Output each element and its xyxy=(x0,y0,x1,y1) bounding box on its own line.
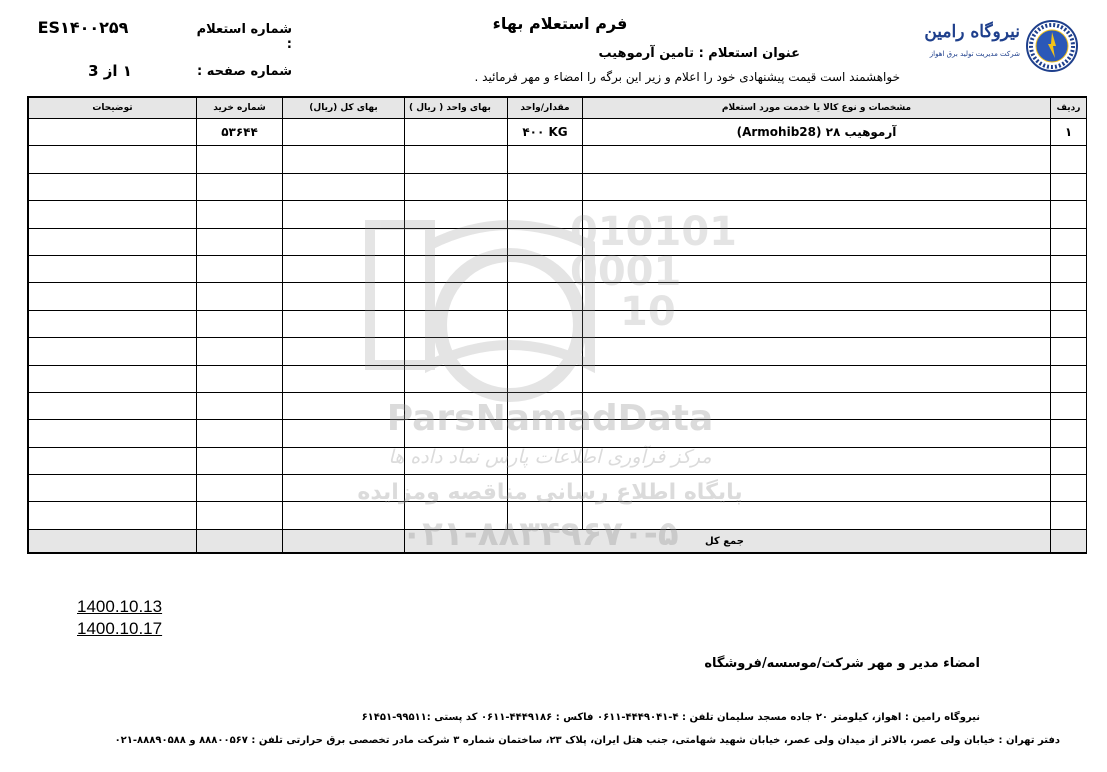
cell-row-number xyxy=(1051,173,1087,200)
cell-total-price xyxy=(283,447,405,474)
cell-total-price xyxy=(283,475,405,502)
cell-quantity xyxy=(508,392,583,419)
company-name: نیروگاه رامین xyxy=(924,22,1020,42)
cell-notes xyxy=(29,146,197,173)
company-subtitle: شرکت مدیریت تولید برق اهواز xyxy=(929,50,1020,58)
cell-description xyxy=(583,201,1051,228)
company-seal-icon xyxy=(1026,20,1078,72)
cell-unit-price xyxy=(405,119,508,146)
cell-notes xyxy=(29,255,197,282)
cell-unit-price xyxy=(405,420,508,447)
cell-purchase-number: ۵۳۶۴۴ xyxy=(197,119,283,146)
cell-purchase-number xyxy=(197,365,283,392)
cell-description xyxy=(583,255,1051,282)
cell-quantity xyxy=(508,173,583,200)
cell-total-price xyxy=(283,365,405,392)
header-row-number: ردیف xyxy=(1051,98,1087,119)
table-header-row xyxy=(29,98,1087,119)
cell-purchase-number xyxy=(197,228,283,255)
cell-purchase-number xyxy=(197,201,283,228)
cell-quantity xyxy=(508,338,583,365)
date-2: 1400.10.17 xyxy=(77,619,163,638)
total-row xyxy=(29,530,1087,553)
cell-description xyxy=(583,392,1051,419)
watermark-line-2: پایگاه اطلاع رسانی مناقصه ومزایده xyxy=(357,480,743,505)
cell-total-price xyxy=(283,338,405,365)
cell-description xyxy=(583,283,1051,310)
table-row xyxy=(29,502,1087,530)
cell-purchase-number xyxy=(197,146,283,173)
table-row xyxy=(29,173,1087,200)
cell-unit-price xyxy=(405,447,508,474)
cell-total-price xyxy=(283,392,405,419)
cell-total-price xyxy=(283,255,405,282)
cell-purchase-number xyxy=(197,392,283,419)
svg-text:10: 10 xyxy=(620,289,676,335)
header-total-price: بهای کل (ریال) xyxy=(283,98,405,119)
cell-unit-price xyxy=(405,502,508,530)
instruction-text: خواهشمند است قیمت پیشنهادی خود را اعلام و زیر این برگه را امضاء و مهر فرمائید . xyxy=(474,70,900,84)
watermark-line-1: مرکز فرآوری اطلاعات پارس نماد داده ها xyxy=(388,446,712,468)
header-quantity: مقدار/واحد xyxy=(508,98,583,119)
tehran-address: دفتر تهران : خیابان ولی عصر، بالاتر از میدان ولی عصر، خیابان شهید شهامتی، جنب هتل ایران، پلاک ۲۳، ساختمان شماره ۳ شرکت مادر تخصصی برق حرارتی تلفن : ۸۸۸۰۰۵۶۷ و ۸۸۸۹۰۵۸۸-۰۲۱ xyxy=(114,735,1060,746)
cell-notes xyxy=(29,338,197,365)
cell-purchase-number xyxy=(197,255,283,282)
cell-quantity xyxy=(508,365,583,392)
cell-unit-price xyxy=(405,228,508,255)
cell-total-price xyxy=(283,228,405,255)
cell-row-number: ۱ xyxy=(1051,119,1087,146)
cell-purchase-number xyxy=(197,502,283,530)
table-row xyxy=(29,338,1087,365)
cell-description xyxy=(583,420,1051,447)
cell-notes xyxy=(29,420,197,447)
cell-unit-price xyxy=(405,392,508,419)
cell-quantity xyxy=(508,475,583,502)
svg-text:0001: 0001 xyxy=(570,249,682,295)
cell-unit-price xyxy=(405,201,508,228)
total-value xyxy=(283,530,405,553)
inquiry-number-value: ES۱۴۰۰۲۵۹ xyxy=(37,18,129,37)
cell-quantity xyxy=(508,255,583,282)
header-purchase-number: شماره خرید xyxy=(197,98,283,119)
table-row xyxy=(29,392,1087,419)
cell-notes xyxy=(29,365,197,392)
table-row xyxy=(29,255,1087,282)
table-row xyxy=(29,119,1087,146)
cell-description xyxy=(583,447,1051,474)
cell-unit-price xyxy=(405,365,508,392)
cell-notes xyxy=(29,392,197,419)
cell-unit-price xyxy=(405,475,508,502)
cell-notes xyxy=(29,119,197,146)
page-number-label: شماره صفحه : xyxy=(197,64,292,79)
cell-purchase-number xyxy=(197,310,283,337)
cell-row-number xyxy=(1051,201,1087,228)
cell-purchase-number xyxy=(197,338,283,365)
table-row xyxy=(29,447,1087,474)
cell-notes xyxy=(29,310,197,337)
cell-quantity: ۴۰۰ KG xyxy=(508,119,583,146)
watermark-phone: ۰۲۱-۸۸۳۴۹۶۷۰-۵ xyxy=(401,514,679,554)
cell-description: آرموهیب ۲۸ (Armohib28) xyxy=(583,119,1051,146)
inquiry-number-label: شماره استعلام : xyxy=(196,22,292,52)
cell-unit-price xyxy=(405,283,508,310)
cell-notes xyxy=(29,173,197,200)
cell-row-number xyxy=(1051,502,1087,530)
cell-notes xyxy=(29,228,197,255)
table-row xyxy=(29,365,1087,392)
cell-purchase-number xyxy=(197,475,283,502)
cell-description xyxy=(583,146,1051,173)
watermark-brand: ParsNamadData xyxy=(386,398,714,439)
table-row xyxy=(29,146,1087,173)
cell-unit-price xyxy=(405,255,508,282)
cell-row-number xyxy=(1051,420,1087,447)
header-unit-price: بهای واحد ( ریال ) xyxy=(405,98,508,119)
cell-quantity xyxy=(508,201,583,228)
cell-quantity xyxy=(508,283,583,310)
cell-row-number xyxy=(1051,447,1087,474)
cell-description xyxy=(583,173,1051,200)
cell-purchase-number xyxy=(197,283,283,310)
cell-total-price xyxy=(283,119,405,146)
cell-unit-price xyxy=(405,146,508,173)
cell-row-number xyxy=(1051,283,1087,310)
cell-purchase-number xyxy=(197,173,283,200)
cell-unit-price xyxy=(405,310,508,337)
cell-quantity xyxy=(508,447,583,474)
cell-notes xyxy=(29,283,197,310)
table-row xyxy=(29,310,1087,337)
cell-total-price xyxy=(283,201,405,228)
cell-quantity xyxy=(508,228,583,255)
cell-row-number xyxy=(1051,255,1087,282)
cell-description xyxy=(583,475,1051,502)
cell-quantity xyxy=(508,502,583,530)
cell-description xyxy=(583,365,1051,392)
page-number-value: ۱ از 3 xyxy=(88,62,132,80)
cell-description xyxy=(583,502,1051,530)
cell-total-price xyxy=(283,283,405,310)
cell-purchase-number xyxy=(197,447,283,474)
cell-total-price xyxy=(283,502,405,530)
cell-row-number xyxy=(1051,392,1087,419)
cell-total-price xyxy=(283,173,405,200)
cell-notes xyxy=(29,475,197,502)
form-title: فرم استعلام بهاء xyxy=(492,14,628,33)
cell-purchase-number xyxy=(197,420,283,447)
svg-text:010101: 010101 xyxy=(570,209,737,255)
plant-address: نیروگاه رامین : اهواز، کیلومتر ۲۰ جاده مسجد سلیمان تلفن : ۴-۴۴۴۹۰۴۱-۰۶۱۱ فاکس : ۴۴۴۹۱۸۶-۰۶۱۱ کد پستی :۹۹۵۱۱-۶۱۴۵۱ xyxy=(361,712,980,723)
cell-row-number xyxy=(1051,365,1087,392)
header-description: مشخصات و نوع کالا یا خدمت مورد استعلام xyxy=(583,98,1051,119)
inquiry-subject: عنوان استعلام : تامین آرموهیب xyxy=(598,46,800,61)
inquiry-table xyxy=(28,97,1087,553)
cell-notes xyxy=(29,447,197,474)
table-row xyxy=(29,475,1087,502)
cell-row-number xyxy=(1051,310,1087,337)
cell-description xyxy=(583,310,1051,337)
cell-quantity xyxy=(508,146,583,173)
cell-row-number xyxy=(1051,475,1087,502)
total-label: جمع کل xyxy=(405,530,1051,553)
table-row xyxy=(29,283,1087,310)
cell-row-number xyxy=(1051,228,1087,255)
header-notes: توضیحات xyxy=(29,98,197,119)
cell-unit-price xyxy=(405,338,508,365)
cell-unit-price xyxy=(405,173,508,200)
total-row-blank xyxy=(1051,530,1087,553)
cell-row-number xyxy=(1051,338,1087,365)
cell-quantity xyxy=(508,420,583,447)
total-blank-2 xyxy=(29,530,197,553)
table-row xyxy=(29,201,1087,228)
cell-quantity xyxy=(508,310,583,337)
table-row xyxy=(29,228,1087,255)
cell-total-price xyxy=(283,420,405,447)
date-1: 1400.10.13 xyxy=(77,597,163,616)
signature-label: امضاء مدیر و مهر شرکت/موسسه/فروشگاه xyxy=(704,656,980,671)
cell-notes xyxy=(29,201,197,228)
cell-description xyxy=(583,338,1051,365)
table-row xyxy=(29,420,1087,447)
company-logo xyxy=(918,20,1078,72)
cell-total-price xyxy=(283,146,405,173)
inquiry-table-wrapper xyxy=(27,96,1087,554)
cell-row-number xyxy=(1051,146,1087,173)
cell-description xyxy=(583,228,1051,255)
cell-total-price xyxy=(283,310,405,337)
total-blank-1 xyxy=(197,530,283,553)
cell-notes xyxy=(29,502,197,530)
